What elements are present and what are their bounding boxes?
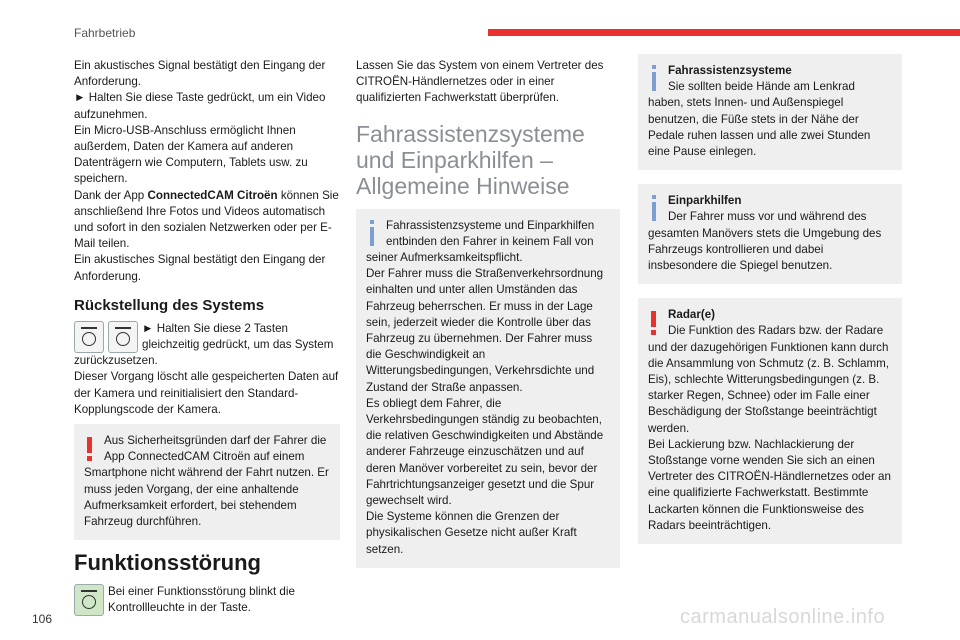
warning-box (74, 424, 340, 540)
text: können Sie anschließend Ihre Fotos und Videos automatisch und sofort in den sozialen Netzwerken oder per E-Mail teilen. (74, 188, 339, 251)
info-box (638, 54, 902, 170)
box-text: Die Funktion des Radars bzw. der Radare und der dazugehörigen Funktionen kann durch die Ansammlung von Schmutz (z. B. Schlamm, Eis), schlechte Witterungsbedingungen (z. B. starker Regen, Schnee) oder im Falle einer Beschädigung der Stoßstange beeinträchtigt werden. (648, 324, 889, 435)
warning-box (638, 298, 902, 544)
box-title: Radar(e) (668, 308, 716, 322)
info-icon (648, 63, 662, 93)
column-right (638, 58, 902, 544)
box-text: Bei Lackierung bzw. Nachlackierung der Stoßstange vorne wenden Sie sich an einen Vertreter des CITROËN-Händlernetzes oder an eine qualifizierte Fachwerkstatt. Bestimmte Lackarten können die Funktionsweise des Radars beeinträchtigen. (648, 437, 891, 532)
camera-button-icon (74, 584, 104, 616)
section-title: Fahrassistenzsysteme und Einparkhilfen – Allgemeine Hinweise (356, 120, 585, 199)
header-section-label: Fahrbetrieb (74, 26, 136, 40)
warning-icon (648, 307, 662, 337)
box-text: Der Fahrer muss vor und während des gesamten Manövers stets die Umgebung des Fahrzeugs kontrollieren und dabei insbesondere die Spiegel benutzen. (648, 210, 882, 273)
paragraph: Bei einer Funktionsstörung blinkt die Kontrollleuchte in der Taste. (108, 585, 295, 615)
paragraph: Dieser Vorgang löscht alle gespeicherten Daten auf der Kamera und reinitialisiert den Standard-Kopplungscode der Kamera. (74, 370, 339, 416)
instruction: ► Halten Sie diese 2 Tasten gleichzeitig gedrückt, um das System zurückzusetzen. (74, 321, 334, 368)
paragraph: Ein Micro-USB-Anschluss ermöglicht Ihnen außerdem, Daten der Kamera auf anderen Datenträgern wie Computern, Tablets usw. zu speichern. (74, 123, 308, 186)
paragraph: Lassen Sie das System von einem Vertreter des CITROËN-Händlernetzes oder in einer qualifizierten Fachwerkstatt überprüfen. (356, 59, 604, 105)
instruction: ► Halten Sie diese Taste gedrückt, um ein Video aufzunehmen. (74, 91, 326, 121)
info-icon (648, 193, 662, 223)
paragraph: Ein akustisches Signal bestätigt den Eingang der Anforderung. (74, 59, 326, 89)
camera-button-icon (74, 321, 104, 353)
info-box (356, 209, 620, 568)
info-icon (366, 218, 380, 248)
warning-icon (84, 433, 98, 463)
fault-heading: Funktionsstörung (74, 550, 261, 576)
camera-button-icon (108, 321, 138, 353)
header-accent-bar (488, 29, 960, 36)
box-title: Fahrassistenzsysteme (668, 64, 792, 77)
text: Dank der App (74, 188, 148, 202)
watermark: carmanualsonline.info (680, 606, 886, 628)
info-box (638, 184, 902, 284)
app-paragraph (74, 188, 340, 253)
reset-instruction-row (74, 321, 340, 370)
column-left (74, 58, 340, 617)
paragraph: Ein akustisches Signal bestätigt den Eingang der Anforderung. (74, 253, 326, 283)
fault-row (74, 584, 340, 616)
paragraph: Es obliegt dem Fahrer, die Verkehrsbedingungen ständig zu beobachten, die relativen Geschwindigkeiten und Abstände anderer Fahrzeuge einzuschätzen und auf deren Manöver vorbereitet zu sein, bevor der Fahrtrichtungsanzeiger gesetzt und die Spur gewechselt wird. (366, 396, 604, 508)
box-title: Einparkhilfen (668, 194, 742, 208)
warning-text: Aus Sicherheitsgründen darf der Fahrer die App ConnectedCAM Citroën auf einem Smartphone nicht während der Fahrt nutzen. Er muss jeden Vorgang, der eine anhaltende Aufmerksamkeit erfordert, bei stehendem Fahrzeug durchführen. (84, 434, 329, 529)
paragraph: Der Fahrer muss die Straßenverkehrsordnung einhalten und unter allen Umständen das Fahrzeug beherrschen. Er muss in der Lage sein, jederzeit wieder die Kontrolle über das Fahrzeug zu übernehmen. Der Fahrer muss die Geschwindigkeit an Witterungsbedingungen, Verkehrsdichte und Zustand der Straße anpassen. (366, 267, 604, 394)
column-middle (356, 58, 620, 568)
box-text: Sie sollten beide Hände am Lenkrad haben, stets Innen- und Außenspiegel benutzen, die Füße stets in der Nähe der Pedale ruhen lassen und alle zwei Stunden eine Pause einlegen. (648, 80, 871, 159)
app-name: ConnectedCAM Citroën (147, 188, 278, 202)
page-number: 106 (32, 612, 53, 626)
paragraph: Die Systeme können die Grenzen der physikalischen Gesetze nicht außer Kraft setzen. (366, 510, 577, 556)
reset-heading: Rückstellung des Systems (74, 296, 265, 314)
paragraph: Fahrassistenzsysteme und Einparkhilfen entbinden den Fahrer in keinem Fall von seiner Aufmerksamkeitspflicht. (366, 218, 595, 265)
